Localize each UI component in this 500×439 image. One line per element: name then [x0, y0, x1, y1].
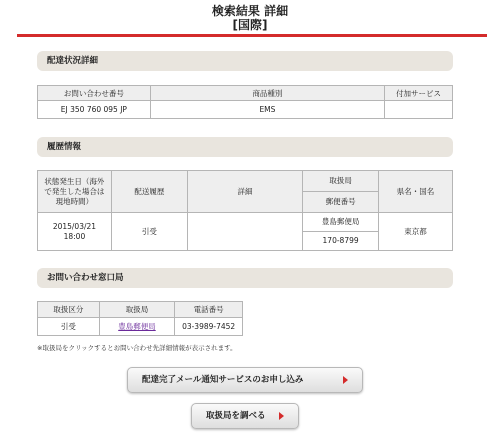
arrow-right-icon: [343, 376, 348, 384]
table-header-row: [38, 171, 453, 192]
history-status: 引受: [111, 213, 187, 251]
tracking-number: EJ 350 760 095 JP: [38, 101, 151, 119]
product-type: EMS: [150, 101, 384, 119]
additional-service: [385, 101, 453, 119]
history-date: 2015/03/21: [52, 221, 97, 231]
office-link[interactable]: 豊島郵便局: [118, 322, 156, 331]
column-header: 取扱局: [99, 302, 175, 318]
delivery-status-table: [37, 85, 453, 119]
contact-office-cell: [99, 318, 175, 336]
column-header-postal: 郵便番号: [303, 192, 379, 213]
history-heading: 履歴情報: [37, 137, 453, 157]
search-office-label: 取扱局を調べる: [206, 411, 266, 421]
column-header-region: 県名・国名: [379, 171, 453, 213]
mail-notification-button[interactable]: [127, 367, 363, 393]
table-header-row: [38, 302, 243, 318]
contact-heading: お問い合わせ窓口局: [37, 268, 453, 288]
table-row: [38, 213, 453, 232]
column-header-date: 状態発生日（海外で発生した場合は現地時間）: [38, 171, 112, 213]
page-subtitle: [国際]: [232, 18, 268, 32]
column-header-status: 配送履歴: [111, 171, 187, 213]
column-header: 付加サービス: [385, 86, 453, 101]
page-header: [0, 4, 500, 32]
history-region: 東京都: [379, 213, 453, 251]
history-office: 豊島郵便局: [303, 213, 379, 232]
delivery-status-heading: 配達状況詳細: [37, 51, 453, 71]
table-row: [38, 318, 243, 336]
column-header: お問い合わせ番号: [38, 86, 151, 101]
table-row: [38, 101, 453, 119]
history-postal: 170-8799: [303, 232, 379, 251]
history-table: [37, 170, 453, 251]
mail-notification-label: 配達完了メール通知サービスのお申し込み: [142, 375, 304, 385]
column-header-detail: 詳細: [187, 171, 302, 213]
column-header: 取扱区分: [38, 302, 100, 318]
column-header-office: 取扱局: [303, 171, 379, 192]
contact-phone: 03-3989-7452: [175, 318, 243, 336]
search-office-button[interactable]: [191, 403, 299, 429]
contact-note: ※取扱局をクリックするとお問い合わせ先詳細情報が表示されます。: [37, 344, 237, 352]
header-divider: [17, 34, 487, 37]
history-date-cell: [38, 213, 112, 251]
history-time: 18:00: [63, 231, 86, 241]
contact-category: 引受: [38, 318, 100, 336]
column-header: 電話番号: [175, 302, 243, 318]
page-title: 検索結果 詳細: [211, 4, 289, 18]
arrow-right-icon: [279, 412, 284, 420]
history-detail: [187, 213, 302, 251]
column-header: 商品種別: [150, 86, 384, 101]
contact-table: [37, 301, 243, 336]
table-header-row: [38, 86, 453, 101]
